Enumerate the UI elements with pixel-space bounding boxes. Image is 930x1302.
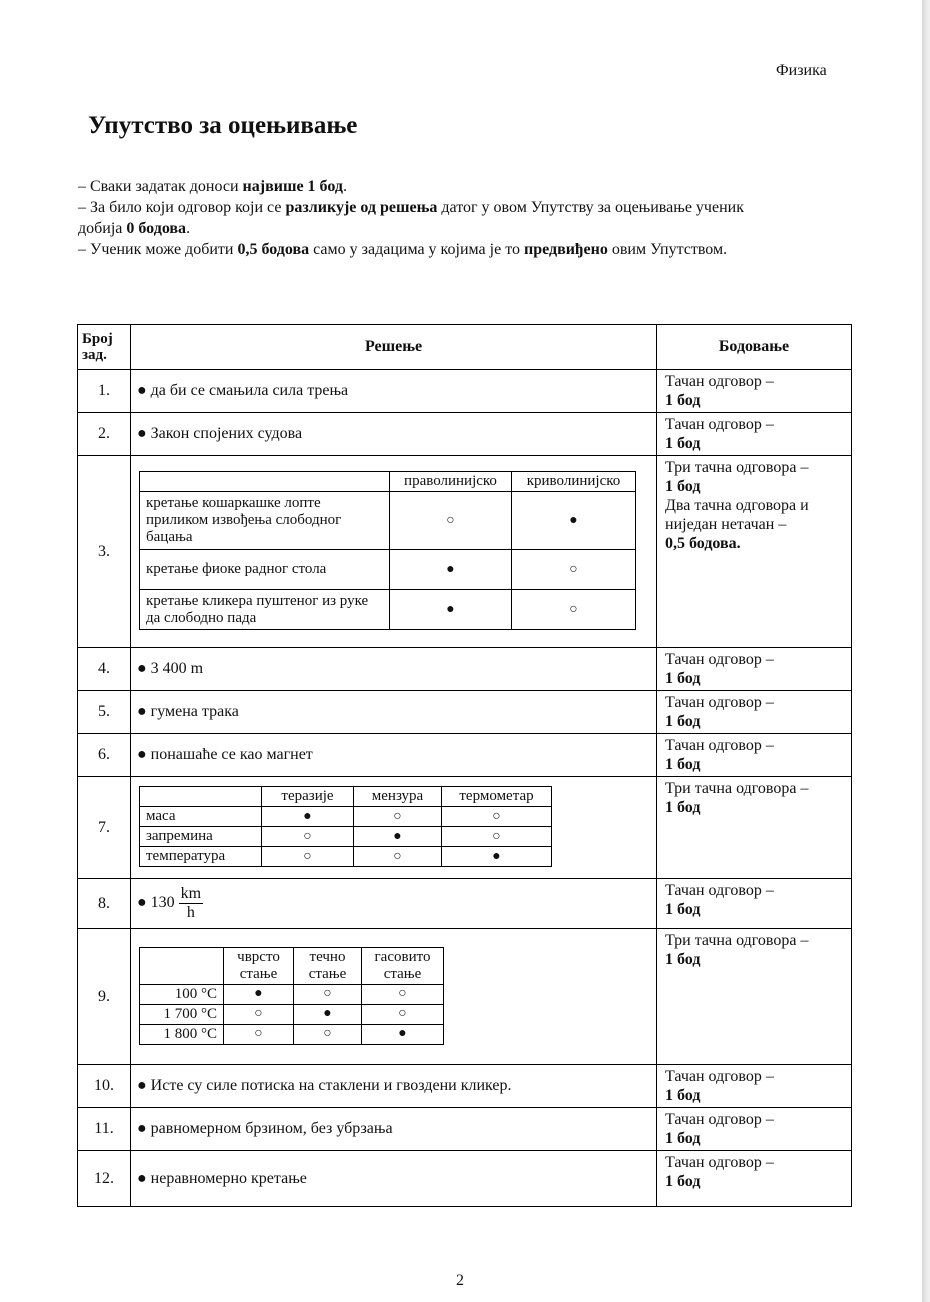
task-answer bbox=[131, 929, 657, 1065]
col-header: термометар bbox=[442, 787, 552, 807]
instruction-3: – Ученик може добити 0,5 бодова само у задацима у којима је то предвиђено овим Упутством. bbox=[78, 241, 728, 258]
table-row bbox=[78, 777, 852, 879]
task9-table bbox=[139, 947, 444, 1045]
col-header: криволинијско bbox=[512, 472, 636, 492]
table-row bbox=[78, 734, 852, 777]
mark-cell: ○ bbox=[442, 827, 552, 847]
mark-cell: ○ bbox=[262, 847, 354, 867]
task-points: Три тачна одговора – 1 бод bbox=[657, 929, 852, 1065]
mark-cell: ○ bbox=[354, 807, 442, 827]
row-label: кретање кликера пуштеног из руке да слободно пада bbox=[140, 590, 390, 630]
task3-table bbox=[139, 471, 636, 630]
page-edge-shadow bbox=[922, 0, 930, 1302]
col-header: праволинијско bbox=[390, 472, 512, 492]
row-label: 1 800 °C bbox=[140, 1024, 224, 1044]
mark-cell: ○ bbox=[512, 550, 636, 590]
task-answer: ● 3 400 m bbox=[131, 648, 657, 691]
mark-cell: ○ bbox=[262, 827, 354, 847]
table-row bbox=[78, 691, 852, 734]
task-number: 12. bbox=[78, 1151, 131, 1207]
table-row bbox=[78, 1151, 852, 1207]
task-answer: ● понашаће се као магнет bbox=[131, 734, 657, 777]
mark-cell: ● bbox=[294, 1004, 362, 1024]
mark-cell: ○ bbox=[224, 1004, 294, 1024]
row-label: маса bbox=[140, 807, 262, 827]
task-answer: ● неравномерно кретање bbox=[131, 1151, 657, 1207]
col-header: теразије bbox=[262, 787, 354, 807]
empty-cell bbox=[140, 947, 224, 984]
mark-cell: ○ bbox=[294, 984, 362, 1004]
task-points: Тачан одговор – 1 бод bbox=[657, 1065, 852, 1108]
mark-cell: ● bbox=[390, 590, 512, 630]
mark-cell: ○ bbox=[512, 590, 636, 630]
empty-cell bbox=[140, 472, 390, 492]
unit-fraction: $\frac{km}{h}$ bbox=[180, 885, 202, 921]
col-header: гасовито стање bbox=[362, 947, 444, 984]
task-answer: ● 130 $\frac{km}{h}$ bbox=[131, 879, 657, 929]
row-label: запремина bbox=[140, 827, 262, 847]
mark-cell: ○ bbox=[390, 492, 512, 550]
task-number: 2. bbox=[78, 413, 131, 456]
table-row bbox=[78, 370, 852, 413]
instruction-1: – Сваки задатак доноси највише 1 бод. bbox=[78, 178, 347, 195]
table-row bbox=[78, 1108, 852, 1151]
table-header-row bbox=[78, 325, 852, 370]
task7-table bbox=[139, 786, 552, 867]
page-title: Упутство за оцењивање bbox=[88, 112, 358, 139]
subject-header: Физика bbox=[776, 62, 827, 79]
task-number: 6. bbox=[78, 734, 131, 777]
mark-cell: ● bbox=[354, 827, 442, 847]
mark-cell: ● bbox=[262, 807, 354, 827]
task-answer: ● гумена трака bbox=[131, 691, 657, 734]
task-points: Тачан одговор – 1 бод bbox=[657, 734, 852, 777]
task-points: Тачан одговор – 1 бод bbox=[657, 413, 852, 456]
instructions bbox=[78, 176, 778, 260]
mark-cell: ● bbox=[512, 492, 636, 550]
page-number: 2 bbox=[456, 1272, 464, 1289]
instruction-2: – За било који одговор који се разликује од решења датог у овом Упутству за оцењивање ученик добија 0 бодова. bbox=[78, 199, 744, 237]
mark-cell: ○ bbox=[354, 847, 442, 867]
task-number: 11. bbox=[78, 1108, 131, 1151]
header-solution: Решење bbox=[131, 325, 657, 370]
col-header: мензура bbox=[354, 787, 442, 807]
task-answer bbox=[131, 456, 657, 648]
task-answer: ● да би се смањила сила трења bbox=[131, 370, 657, 413]
task-number: 10. bbox=[78, 1065, 131, 1108]
task-number: 9. bbox=[78, 929, 131, 1065]
task-number: 7. bbox=[78, 777, 131, 879]
task-number: 8. bbox=[78, 879, 131, 929]
table-row bbox=[78, 1065, 852, 1108]
row-label: 1 700 °C bbox=[140, 1004, 224, 1024]
row-label: 100 °C bbox=[140, 984, 224, 1004]
row-label: температура bbox=[140, 847, 262, 867]
task-number: 4. bbox=[78, 648, 131, 691]
task-answer bbox=[131, 777, 657, 879]
mark-cell: ○ bbox=[362, 984, 444, 1004]
table-row bbox=[78, 413, 852, 456]
task-points: Тачан одговор – 1 бод bbox=[657, 370, 852, 413]
table-row bbox=[78, 648, 852, 691]
task-points: Тачан одговор – 1 бод bbox=[657, 691, 852, 734]
mark-cell: ● bbox=[224, 984, 294, 1004]
header-points: Бодовање bbox=[657, 325, 852, 370]
task-answer: ● равномерном брзином, без убрзања bbox=[131, 1108, 657, 1151]
table-row bbox=[78, 456, 852, 648]
mark-cell: ○ bbox=[362, 1004, 444, 1024]
task-number: 1. bbox=[78, 370, 131, 413]
scoring-table bbox=[77, 324, 852, 1207]
task-number: 3. bbox=[78, 456, 131, 648]
mark-cell: ● bbox=[390, 550, 512, 590]
row-label: кретање кошаркашке лопте приликом извођења слободног бацања bbox=[140, 492, 390, 550]
task-points: Тачан одговор – 1 бод bbox=[657, 1108, 852, 1151]
mark-cell: ● bbox=[362, 1024, 444, 1044]
table-row bbox=[78, 879, 852, 929]
task-answer: ● Закон спојених судова bbox=[131, 413, 657, 456]
col-header: чврсто стање bbox=[224, 947, 294, 984]
task-points: Тачан одговор – 1 бод bbox=[657, 648, 852, 691]
task-points: Тачан одговор – 1 бод bbox=[657, 1151, 852, 1207]
col-header: течно стање bbox=[294, 947, 362, 984]
mark-cell: ○ bbox=[442, 807, 552, 827]
task-number: 5. bbox=[78, 691, 131, 734]
header-task-number: Број зад. bbox=[78, 325, 131, 370]
mark-cell: ○ bbox=[294, 1024, 362, 1044]
row-label: кретање фиоке радног стола bbox=[140, 550, 390, 590]
task-points: Три тачна одговора – 1 бод bbox=[657, 777, 852, 879]
task-points: Тачан одговор – 1 бод bbox=[657, 879, 852, 929]
mark-cell: ○ bbox=[224, 1024, 294, 1044]
table-row bbox=[78, 929, 852, 1065]
task-answer: ● Исте су силе потиска на стаклени и гвоздени кликер. bbox=[131, 1065, 657, 1108]
task-points: Три тачна одговора – 1 бод Два тачна одговора и ниједан нетачан – 0,5 бодова. bbox=[657, 456, 852, 648]
mark-cell: ● bbox=[442, 847, 552, 867]
empty-cell bbox=[140, 787, 262, 807]
